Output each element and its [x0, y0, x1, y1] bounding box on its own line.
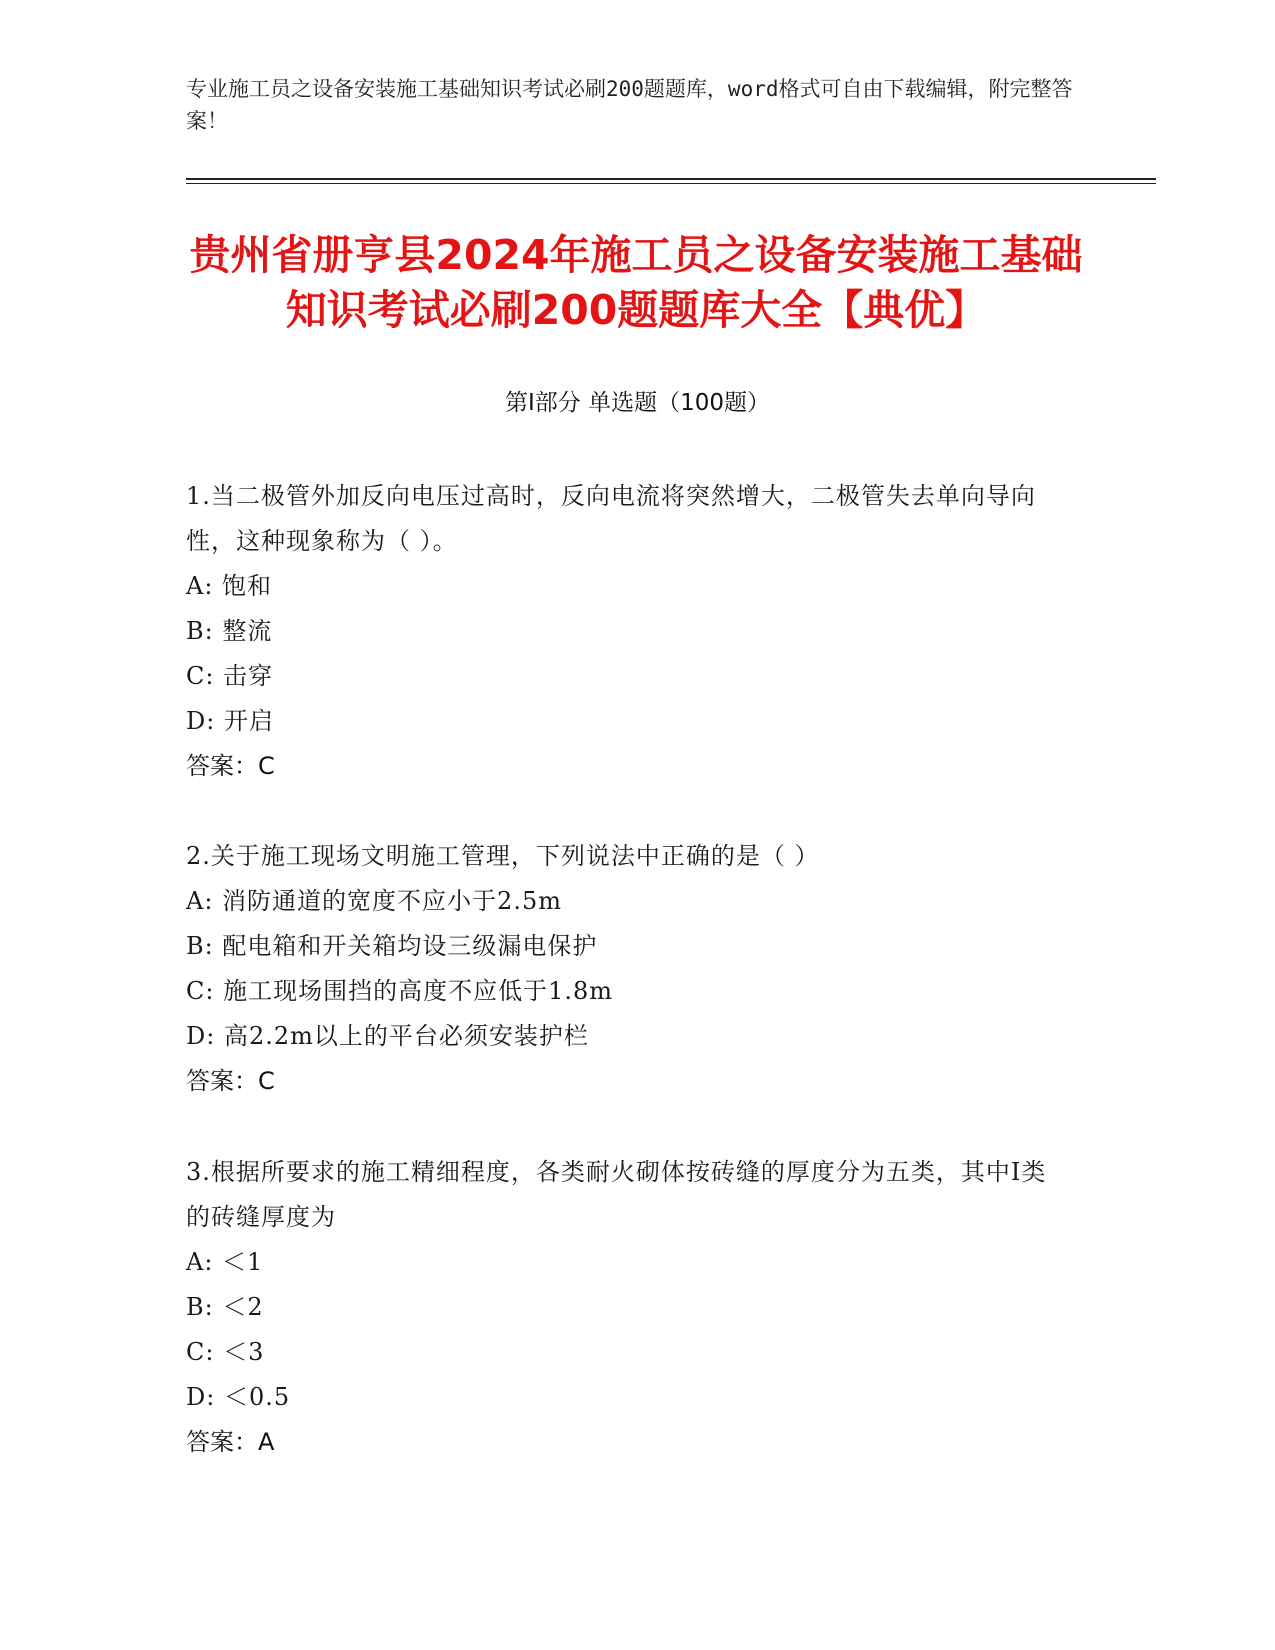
option-c: C: 击穿 [186, 662, 274, 690]
option-d: D: 高2.2m以上的平台必须安装护栏 [186, 1022, 589, 1050]
document-title: 贵州省册亨县2024年施工员之设备安装施工基础知识考试必刷200题题库大全【典优】 [189, 231, 1083, 334]
section-heading: 第Ⅰ部分 单选题（100题） [505, 390, 770, 416]
header-note: 专业施工员之设备安装施工基础知识考试必刷200题题库，word格式可自由下载编辑，附完整答案！ [186, 77, 1073, 133]
option-a: A: 消防通道的宽度不应小于2.5m [186, 887, 562, 915]
option-b: B: ＜2 [186, 1293, 264, 1321]
question-text: 1.当二极管外加反向电压过高时，反向电流将突然增大，二极管失去单向导向性，这种现象称为（ ）。 [186, 482, 1036, 555]
header-rule-thick [186, 178, 1156, 180]
option-c: C: ＜3 [186, 1338, 265, 1366]
option-a: A: ＜1 [186, 1248, 264, 1276]
answer: 答案：C [186, 752, 275, 780]
option-b: B: 整流 [186, 617, 273, 645]
answer: 答案：A [186, 1428, 275, 1456]
question-2 [186, 834, 1066, 1104]
question-text: 2.关于施工现场文明施工管理，下列说法中正确的是（ ） [186, 842, 820, 870]
header-rule-thin [186, 183, 1156, 184]
option-d: D: 开启 [186, 707, 274, 735]
option-b: B: 配电箱和开关箱均设三级漏电保护 [186, 932, 598, 960]
answer: 答案：C [186, 1067, 275, 1095]
option-d: D: ＜0.5 [186, 1383, 291, 1411]
option-a: A: 饱和 [186, 572, 273, 600]
question-text: 3.根据所要求的施工精细程度，各类耐火砌体按砖缝的厚度分为五类，其中Ⅰ类的砖缝厚度为 [186, 1158, 1047, 1231]
question-3 [186, 1150, 1066, 1465]
question-1 [186, 474, 1066, 789]
option-c: C: 施工现场围挡的高度不应低于1.8m [186, 977, 614, 1005]
